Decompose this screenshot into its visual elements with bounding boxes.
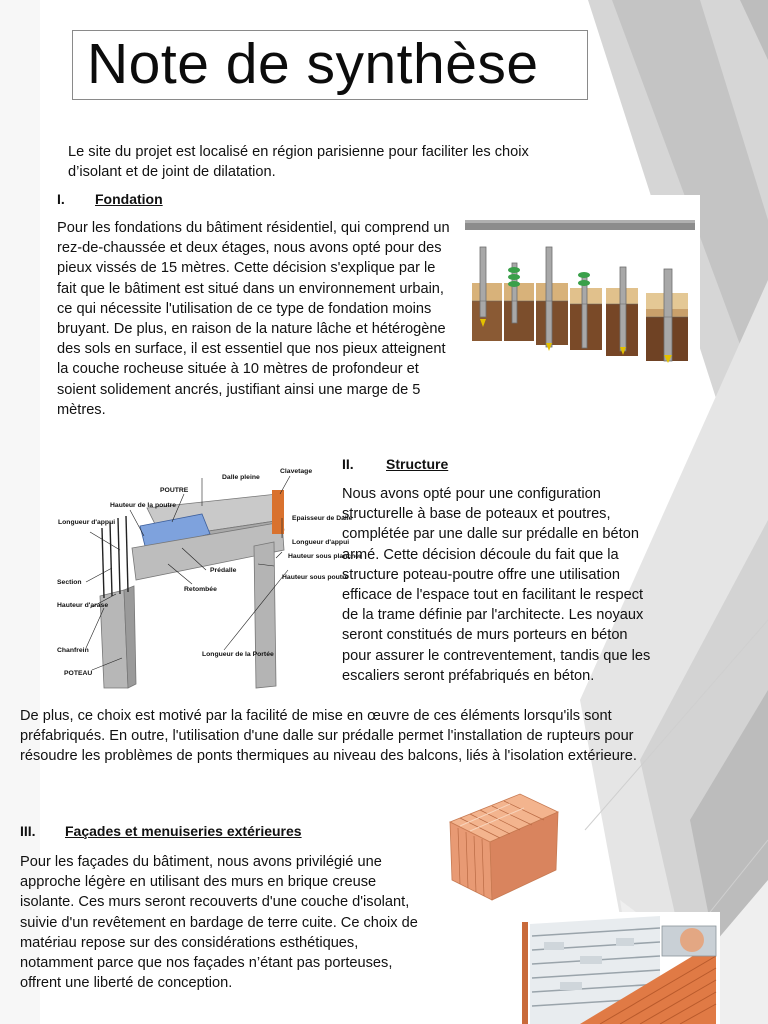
section-number: III. xyxy=(20,823,36,839)
diagram-label: POUTRE xyxy=(160,487,189,494)
diagram-label: Hauteur sous poutre xyxy=(282,574,349,581)
diagram-label: Epaisseur de Dalle xyxy=(292,515,353,522)
section-body-fondation: Pour les fondations du bâtiment résidentiel, qui comprend un rez-de-chaussée et deux étages, nous avons opté pour des pieux vissés de 15 mètres. Cette décision s'explique par le fait que le bâtiment est situé dans un environnement urbain, ce qui nécessite l'utilisation de ce type de fondation moins bruyant. De plus, en raison de la nature lâche et hétérogène des sols en surface, il est essentiel que nos pieux atteignent la couche rocheuse située à 10 mètres de profondeur et soient solidement ancrés, justifiant ainsi une marge de 5 mètres. xyxy=(57,220,450,418)
section-title: Fondation xyxy=(95,191,163,207)
title-box xyxy=(72,30,588,100)
section-number: II. xyxy=(342,456,354,472)
section-number: I. xyxy=(57,191,65,207)
diagram-label: Clavetage xyxy=(280,468,313,475)
diagram-label: Dalle pleine xyxy=(222,474,260,481)
intro-paragraph: Le site du projet est localisé en région parisienne pour faciliter les choix d’isolant et de joint de dilatation. xyxy=(68,144,529,181)
section-body-structure: Nous avons opté pour une configuration structurelle à base de poteaux et poutres, complétée par une dalle sur prédalle en béton armé. Cette décision découle du fait que la structure poteau-poutre offre une utilisation efficace de l'espace tout en facilitant le respect de la trame définie par l'architecte. Les noyaux seront constitués de murs porteurs en béton pour assurer le contreventement, tandis que les escaliers seront préfabriqués en béton. xyxy=(342,486,651,684)
hollow-brick-image xyxy=(440,792,564,902)
diagram-label: Section xyxy=(57,579,82,586)
diagram-label: Hauteur sous plancher xyxy=(288,553,362,560)
diagram-label: Hauteur d'arase xyxy=(57,602,109,609)
page-title: Note de synthèse xyxy=(87,32,539,96)
section-heading-fondation xyxy=(57,190,163,208)
diagram-label: Retombée xyxy=(184,586,217,593)
diagram-label: Longueur d'appui xyxy=(58,519,116,526)
section-body-structure-continued: De plus, ce choix est motivé par la facilité de mise en œuvre de ces éléments lorsqu'ils sont préfabriqués. En outre, l'utilisation d'une dalle sur prédalle permet l'installation de rupteurs pour résoudre les problèmes de ponts thermiques au niveau des balcons, liés à l'isolation extérieure. xyxy=(20,708,637,765)
diagram-label: POTEAU xyxy=(64,670,93,677)
screw-piles-image xyxy=(460,195,700,391)
section-title: Structure xyxy=(386,456,449,472)
diagram-label: Longueur de la Portée xyxy=(202,651,274,658)
diagram-label: Longueur d'appui xyxy=(292,539,350,546)
diagram-label: Hauteur de la poutre xyxy=(110,502,177,509)
section-title: Façades et menuiseries extérieures xyxy=(65,823,302,839)
diagram-label: Prédalle xyxy=(210,567,237,574)
terracotta-cladding-image xyxy=(520,912,720,1024)
diagram-label: Chanfrein xyxy=(57,647,89,654)
section-body-facades: Pour les façades du bâtiment, nous avons privilégié une approche légère en utilisant des murs en brique creuse isolante. Ces murs seront recouverts d'une couche d'isolant, suivie d'un revêtement en bardage de terre cuite. Ce choix de matériau repose sur des considérations esthétiques, notamment parce que nos façades n’étant pas porteuses, offrent une liberté de conception. xyxy=(20,854,418,992)
section-heading-structure xyxy=(342,455,449,473)
section-heading-facades xyxy=(20,822,302,840)
